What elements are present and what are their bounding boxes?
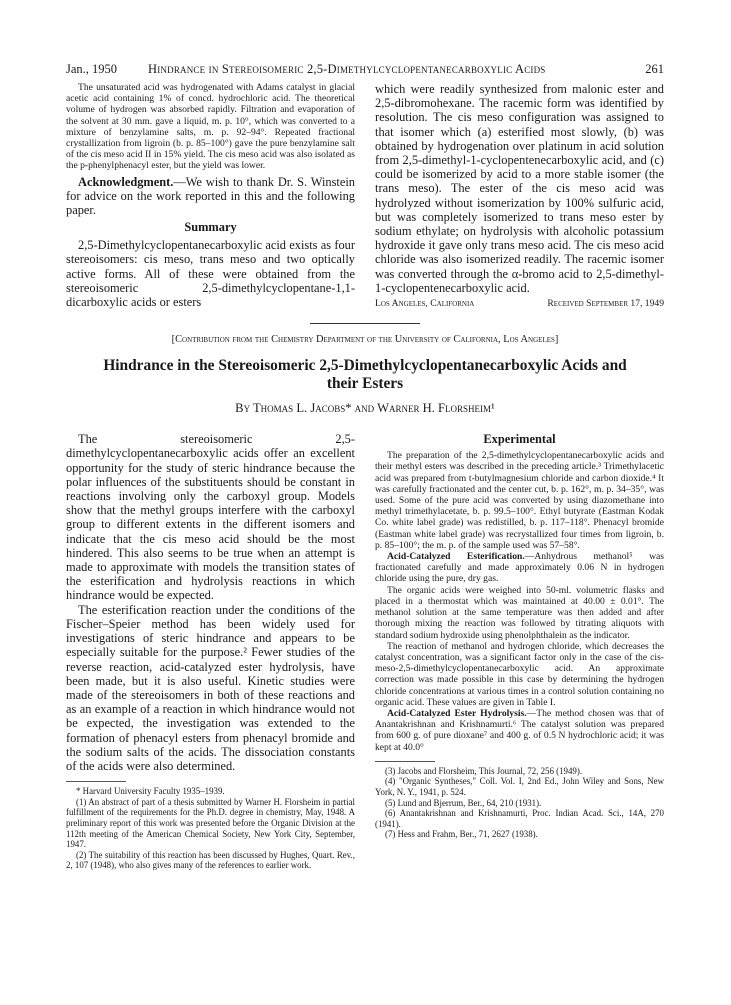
section-divider: [310, 323, 420, 324]
acknowledgment: [66, 175, 355, 218]
running-title: Hindrance in Stereoisomeric 2,5-Dimethylcyclopentanecarboxylic Acids: [148, 62, 546, 76]
acknowledgment-text: —We wish to thank Dr. S. Winstein for advice on the work reported in this and the following paper.: [66, 174, 355, 218]
footnote: (7) Hess and Frahm, Ber., 71, 2627 (1938).: [385, 829, 538, 840]
article-body: [66, 432, 664, 871]
experimental-heading: Experimental: [483, 432, 556, 447]
contribution-line: [Contribution from the Chemistry Department of the University of California, Los Angeles]: [171, 334, 559, 346]
summary-heading: Summary: [184, 220, 237, 235]
issue-date: Jan., 1950: [66, 62, 118, 76]
intro-paragraph-1: The stereoisomeric 2,5-dimethylcyclopentanecarboxylic acids offer an excellent opportunity for the study of steric hindrance because the polar influences of the substituents should be constant in reactions involving only the carboxyl group. Models show that the methyl groups interfere with the carboxyl group to different extents in the different isomers and indicate that the cis meso acid should be the most hindered. This also seems to be true when an attempt is made to approximate with models the transition states of the esterification and hydrolysis reactions in which hindrance would be expected.: [66, 432, 355, 603]
previous-article-end: [66, 82, 664, 309]
summary-text-right: which were readily synthesized from malonic ester and 2,5-dibromohexane. The racemic form was identified by resolution. The cis meso configuration was assigned to that isomer which (a) esterified most slowly, (b) was obtained by hydrogenation over platinum in acid solution from 2,5-dimethyl-1-cyclopentenecarboxylic acid, and (c) could be isomerized by acid to a more stable isomer (the trans meso). The ester of the cis meso acid was hydrolyzed without isomerization by 100% sulfuric acid, but was completely isomerized to trans meso ester by sodium ethylate; on hydrolysis with alcoholic potassium hydroxide it gave only trans meso acid. The cis meso acid chloride was also isomerized readily. The racemic isomer was converted through the α-bromo acid to 2,5-dimethyl-1-cyclopentenecarboxylic acid.: [375, 82, 664, 295]
experimental-paragraph-4: The reaction of methanol and hydrogen chloride, which decreases the catalyst concentration, was a significant factor only in the case of the cis-meso-2,5-dimethylcyclopentanecarboxylic acid. An approximate correction was made possible in this case by determining the hydrogen chloride concentrations at various times in a control solution containing no organic acid. These values are given in Table I.: [375, 640, 664, 708]
esterification-paragraph: [375, 551, 664, 585]
footnote-rule: [375, 761, 435, 762]
signature: [375, 298, 664, 309]
journal-page: [66, 62, 664, 871]
footnote: (3) Jacobs and Florsheim, This Journal, 72, 256 (1949).: [385, 765, 583, 776]
signature-received: Received September 17, 1949: [547, 298, 664, 310]
experimental-paragraph-1: The preparation of the 2,5-dimethylcyclopentanecarboxylic acids and their methyl esters was described in the preceding article.³ Trimethylacetic acid was prepared from t-butylmagnesium chloride and carbon dioxide.⁴ It was carefully fractionated and the center cut, b. p. 162°, m. p. 34–35°, was used. Some of the pure acid was converted by using diazomethane into methyl trimethylacetate, b. p. 99.5–100°. Ethyl butyrate (Eastman Kodak Co. white label grade) was redistilled, b. p. 117–118°. Phenacyl bromide (Eastman white label grade) was recrystallized four times from ligroin, b. p. 85–100°; the m. p. of the sample used was 57–58°.: [375, 450, 664, 551]
hydrolysis-text: —The method chosen was that of Anantakrishnan and Krishnamurti.⁶ The catalyst solution was prepared from 600 g. of pure dioxane⁷ and 400 g. of 0.5 N hydrochloric acid; it was kept at 40.0°: [375, 707, 664, 753]
footnote: (2) The suitability of this reaction has been discussed by Hughes, Quart. Rev., 2, 107 (1948), who also gives many of the references to earlier work.: [66, 849, 355, 871]
esterification-text: —Anhydrous methanol⁵ was fractionated carefully and made approximately 0.06 N in hydrogen chloride using the pure, dry gas.: [375, 551, 664, 585]
footnote: (5) Lund and Bjerrum, Ber., 64, 210 (1931).: [385, 797, 542, 808]
footnote: (4) "Organic Syntheses," Coll. Vol. I, 2nd Ed., John Wiley and Sons, New York, N. Y., 1941, p. 524.: [375, 776, 664, 797]
intro-paragraph-2: The esterification reaction under the conditions of the Fischer–Speier method has been widely used for investigations of steric hindrance and appears to be especially suitable for the purpose.² Fewer studies of the reverse reaction, acid-catalyzed ester hydrolysis, have been made, but it is also useful. Kinetic studies were made of the stereoisomers in both of these reactions and as an example of a reaction in which hindrance would not be expected, the investigation was extended to the formation of phenacyl esters from phenacyl bromide and the sodium salts of the acids. The dissociation constants of the acids were also determined.: [66, 602, 355, 773]
article-title: Hindrance in the Stereoisomeric 2,5-Dimethylcyclopentanecarboxylic Acids and their Esters: [103, 357, 627, 393]
byline: By Thomas L. Jacobs* and Warner H. Florsheim¹: [235, 401, 495, 416]
summary-text-left: 2,5-Dimethylcyclopentanecarboxylic acid exists as four stereoisomers: cis meso, trans meso and two optically active forms. All of these were obtained from the stereoisomeric 2,5-dimethylcyclopentane-1,1-dicarboxylic acids or esters: [66, 238, 355, 310]
experimental-paragraph-3: The organic acids were weighed into 50-ml. volumetric flasks and placed in a thermostat which was maintained at 40.00 ± 0.01°. The methanol solution at the same temperature was then added and after thorough mixing the reaction was followed by titrating aliquots with standard sodium hydroxide using phenolphthalein as the indicator.: [375, 584, 664, 641]
footnote: * Harvard University Faculty 1935–1939.: [76, 786, 225, 797]
experimental-paragraph: The unsaturated acid was hydrogenated with Adams catalyst in glacial acetic acid containing 1% of concd. hydrochloric acid. The theoretical volume of hydrogen was absorbed rapidly. Filtration and evaporation of the solvent at 30 mm. gave a liquid, m. p. 10°, which was converted to a mixture of benzylamine salts, m. p. 92–94°. Repeated fractional crystallization from ligroin (b. p. 85–100°) gave the pure benzylamine salt of the cis meso acid II in 15% yield. The cis meso acid was also isolated as the p-phenylphenacyl ester, but the yield was lower.: [66, 82, 355, 172]
acknowledgment-label: Acknowledgment.: [78, 174, 174, 189]
signature-place: Los Angeles, California: [375, 298, 475, 310]
footnote-rule: [66, 781, 126, 782]
footnote: (1) An abstract of part of a thesis submitted by Warner H. Florsheim in partial fulfillment of the requirements for the Ph.D. degree in chemistry, May, 1948. A preliminary report of this work was presented before the Organic Division at the 112th meeting of the American Chemical Society, New York City, September, 1947.: [66, 796, 355, 850]
running-head: [66, 62, 664, 82]
footnotes-left: [66, 786, 355, 871]
footnote: (6) Anantakrishnan and Krishnamurti, Proc. Indian Acad. Sci., 14A, 270 (1941).: [375, 808, 664, 829]
esterification-label: Acid-Catalyzed Esterification.: [387, 551, 525, 563]
footnotes-right: [375, 766, 664, 840]
hydrolysis-label: Acid-Catalyzed Ester Hydrolysis.: [387, 707, 527, 719]
page-number: 261: [645, 62, 664, 76]
hydrolysis-paragraph: [375, 708, 664, 753]
